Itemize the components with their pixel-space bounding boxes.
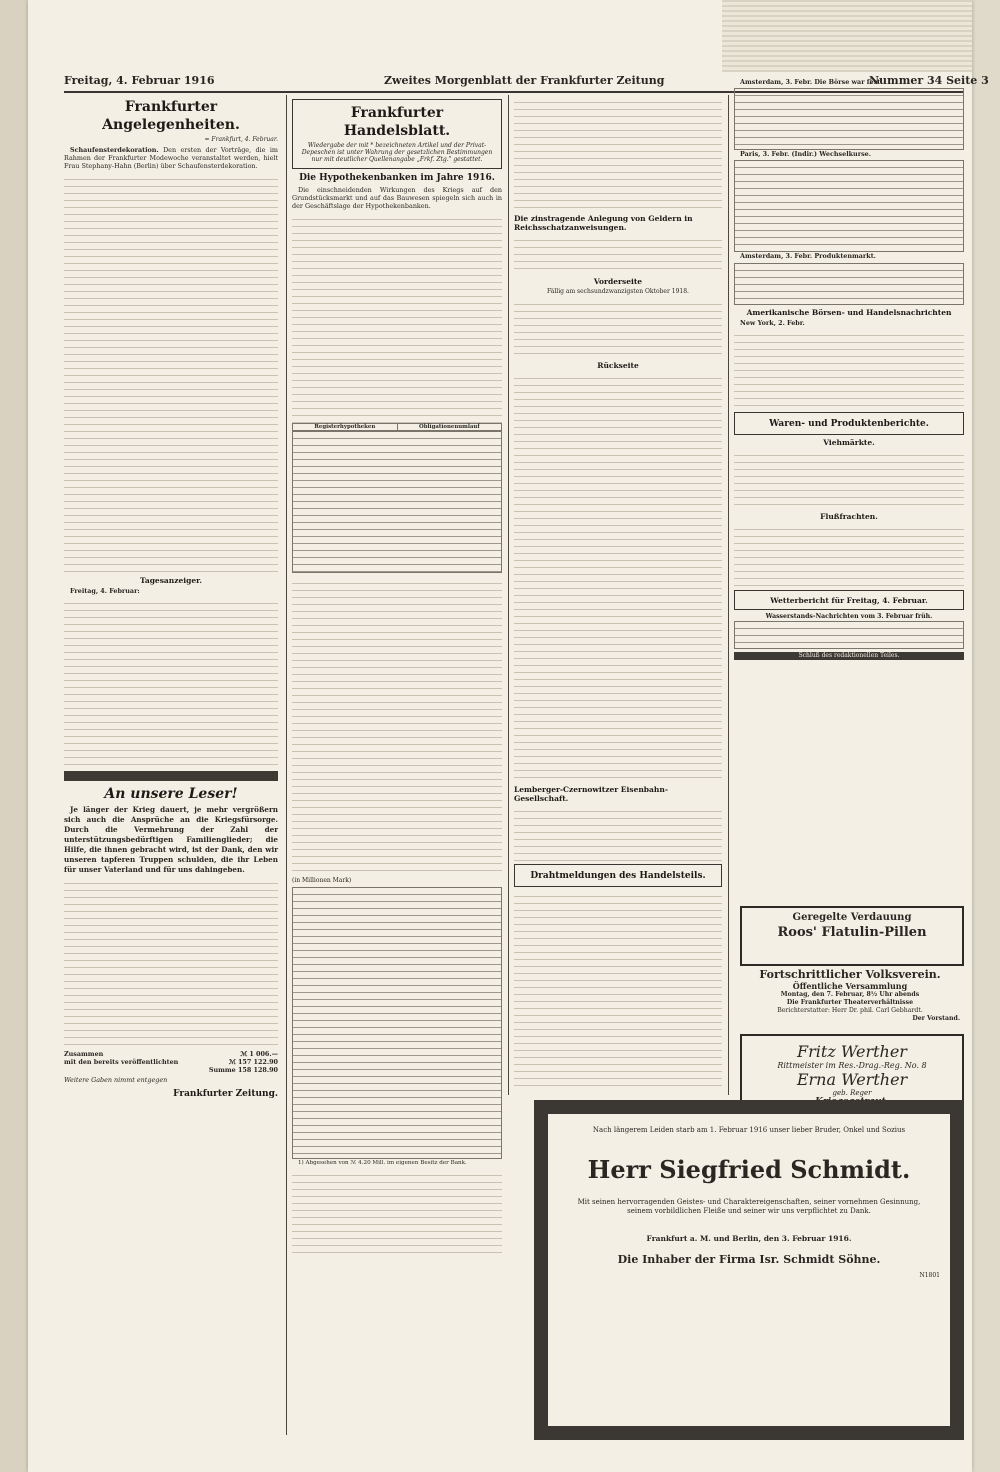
faellig-line: Fällig am sechsundzwanzigsten Oktober 1918. xyxy=(547,288,689,295)
mourn-intro: Nach längerem Leiden starb am 1. Februar 1916 unser lieber Bruder, Onkel und Sozius xyxy=(592,1126,906,1134)
masthead-date: Freitag, 4. Februar 1916 xyxy=(64,74,215,87)
paris-table xyxy=(734,160,964,252)
tagesanzeiger-heading: Tagesanzeiger. xyxy=(139,575,203,585)
table-head-registry: Registerhypotheken xyxy=(293,423,398,431)
column-handelsblatt xyxy=(292,96,502,1436)
tagesanzeiger-date: Freitag, 4. Februar: xyxy=(70,586,140,595)
masthead-page: Nummer 34 Seite 3 xyxy=(869,74,989,87)
reprint-note: Wiedergabe der mit * bezeichneten Artikel und der Privat-Depeschen ist unter Wahrung der gesetzlichen Bestimmungen nur mit deutlicher Quellenangabe „Frkf. Ztg." gestattet. xyxy=(301,142,493,163)
hypotheken-lead: Die einschneidenden Wirkungen des Kriegs auf den Grundstücksmarkt und auf das Bauwesen spiegeln sich auch in der Geschäftslage der Hypothekenbanken. xyxy=(292,186,502,211)
leser-title: An unsere Leser! xyxy=(104,785,238,802)
column-reichsschatz xyxy=(514,96,722,1096)
summe: Summe 158 128.90 xyxy=(208,1066,278,1075)
verzeichnet-value: ℳ 157 122.90 xyxy=(228,1058,278,1067)
produkt-line: Amsterdam, 3. Febr. Produktenmarkt. xyxy=(740,252,876,261)
article-text-block xyxy=(514,96,722,211)
produkt-table xyxy=(734,263,964,305)
section-title-frankfurt: Frankfurter Angelegenheiten. xyxy=(102,99,240,133)
newspaper-page xyxy=(28,0,989,1472)
donor-list xyxy=(64,877,278,1047)
previous-page-strip xyxy=(722,0,972,72)
column-local-news xyxy=(64,96,278,1436)
article-text-block xyxy=(514,372,722,782)
hypotheken-title: Die Hypothekenbanken im Jahre 1916. xyxy=(299,173,495,183)
article-text-block xyxy=(292,1169,502,1259)
zusammen-value: ℳ 1 006.— xyxy=(240,1049,278,1058)
schatz-title: Die zinstragende Anlegung von Geldern in Reichsschatzanweisungen. xyxy=(514,214,693,232)
mourn-code: N1801 xyxy=(919,1272,940,1279)
flatulin-ad xyxy=(740,906,964,966)
lemberg-title: Lemberger-Czernowitzer Eisenbahn-Gesellschaft. xyxy=(514,785,668,803)
verein-ad xyxy=(740,968,960,1028)
wasserstand-table xyxy=(734,621,964,649)
table-footnote: 1) Abgesehen von ℳ 4.20 Mill. im eigenen Besitz der Bank. xyxy=(298,1160,467,1167)
verein-speaker: Berichterstatter: Herr Dr. phil. Carl Gebhardt. xyxy=(777,1007,923,1014)
mourn-place: Frankfurt a. M. und Berlin, den 3. Februar 1916. xyxy=(646,1234,852,1243)
masthead-title: Zweites Morgenblatt der Frankfurter Zeitung xyxy=(384,74,665,87)
mourning-notice xyxy=(534,1100,964,1440)
drahtmeldungen-text xyxy=(514,890,722,1090)
amsterdam-line: Amsterdam, 3. Febr. Die Börse war fest. xyxy=(740,78,883,86)
newyork-line: New York, 2. Febr. xyxy=(740,318,805,327)
waren-title: Waren- und Produktenberichte. xyxy=(769,418,929,429)
binding-edge xyxy=(0,0,28,1472)
article-text-block xyxy=(292,213,502,423)
drahtmeldungen-title: Drahtmeldungen des Handelsteils. xyxy=(530,871,706,881)
item-head: Schaufensterdekoration. xyxy=(70,146,159,154)
signature: Frankfurter Zeitung. xyxy=(173,1088,278,1099)
rueckseite-heading: Rückseite xyxy=(597,361,639,370)
wedding-rank: Rittmeister im Res.-Drag.-Reg. No. 8 xyxy=(777,1061,927,1070)
wedding-born: geb. Reger xyxy=(832,1089,872,1097)
verein-sub: Öffentliche Versammlung xyxy=(792,981,908,991)
viehmaerkte-heading: Viehmärkte. xyxy=(823,437,875,447)
flatulin-line1: Geregelte Verdauung xyxy=(792,912,912,923)
verein-sign: Der Vorstand. xyxy=(912,1015,960,1022)
article-text-block xyxy=(64,173,278,573)
table2-caption: (in Millionen Mark) xyxy=(292,877,352,885)
zusammen-label: Zusammen xyxy=(64,1049,104,1058)
leser-text: Je länger der Krieg dauert, je mehr vergrößern sich auch die Ansprüche an die Kriegsfürsorge. Durch die Vermehrung der Zahl der unterstützungsbedürftigen Familienglieder; die Hilfe, die ihnen gebracht wird, ist der Dank, den wir unseren tapferen Truppen schulden, die ihr Leben für unser Vaterland und für uns dahingeben. xyxy=(64,804,278,874)
verein-topic: Die Frankfurter Theaterverhältnisse xyxy=(786,999,914,1006)
registry-table xyxy=(292,423,502,432)
registry-table-body xyxy=(292,431,502,573)
paris-line: Paris, 3. Febr. (Indir.) Wechselkurse. xyxy=(740,150,871,159)
wedding-name2: Erna Werther xyxy=(796,1070,908,1089)
section-bar xyxy=(64,771,278,781)
mourn-name: Herr Siegfried Schmidt. xyxy=(587,1155,911,1184)
dateline: = Frankfurt, 4. Februar. xyxy=(204,136,278,143)
item-text: Den ersten der Vorträge, die im Rahmen der Frankfurter Modewoche veranstaltet werden, hielt Frau Stephany-Hahn (Berlin) über Schaufensterdekoration. xyxy=(64,146,278,171)
schluss-bar: Schluß des redaktionellen Teiles. xyxy=(734,652,964,660)
scan-edge-right xyxy=(972,0,1000,1472)
handelsblatt-title: Frankfurter Handelsblatt. xyxy=(343,105,451,139)
flatulin-line2: Roos' Flatulin-Pillen xyxy=(777,925,927,940)
tagesanzeiger-list xyxy=(64,597,278,767)
mourn-sign: Die Inhaber der Firma Isr. Schmidt Söhne. xyxy=(617,1253,881,1266)
verzeichnet-label: mit den bereits veröffentlichten xyxy=(64,1058,179,1067)
flussfrachten-heading: Flußfrachten. xyxy=(820,511,878,521)
article-text-block xyxy=(292,577,502,877)
vorderseite-heading: Vorderseite xyxy=(593,277,643,286)
wasserstand-heading: Wasserstands-Nachrichten vom 3. Februar früh. xyxy=(765,612,933,620)
bank-table xyxy=(292,887,502,1159)
amerikanische-title: Amerikanische Börsen- und Handelsnachrichten xyxy=(746,307,952,317)
table-head-obligations: Obligationenumlauf xyxy=(397,423,501,431)
weitere-gaben: Weitere Gaben nimmt entgegen xyxy=(64,1076,168,1085)
verein-title: Fortschrittlicher Volksverein. xyxy=(759,968,941,981)
wetter-title: Wetterbericht für Freitag, 4. Februar. xyxy=(770,595,928,605)
mourn-text: Mit seinen hervorragenden Geistes- und Charaktereigenschaften, seiner vornehmen Gesinnung, seinem vorbildlichen Fleiße und seiner wir uns verpflichtet zu Dank. xyxy=(577,1198,921,1215)
verein-date: Montag, den 7. Februar, 8½ Uhr abends xyxy=(780,991,920,998)
wedding-name1: Fritz Werther xyxy=(797,1042,907,1061)
amsterdam-table xyxy=(734,88,964,150)
